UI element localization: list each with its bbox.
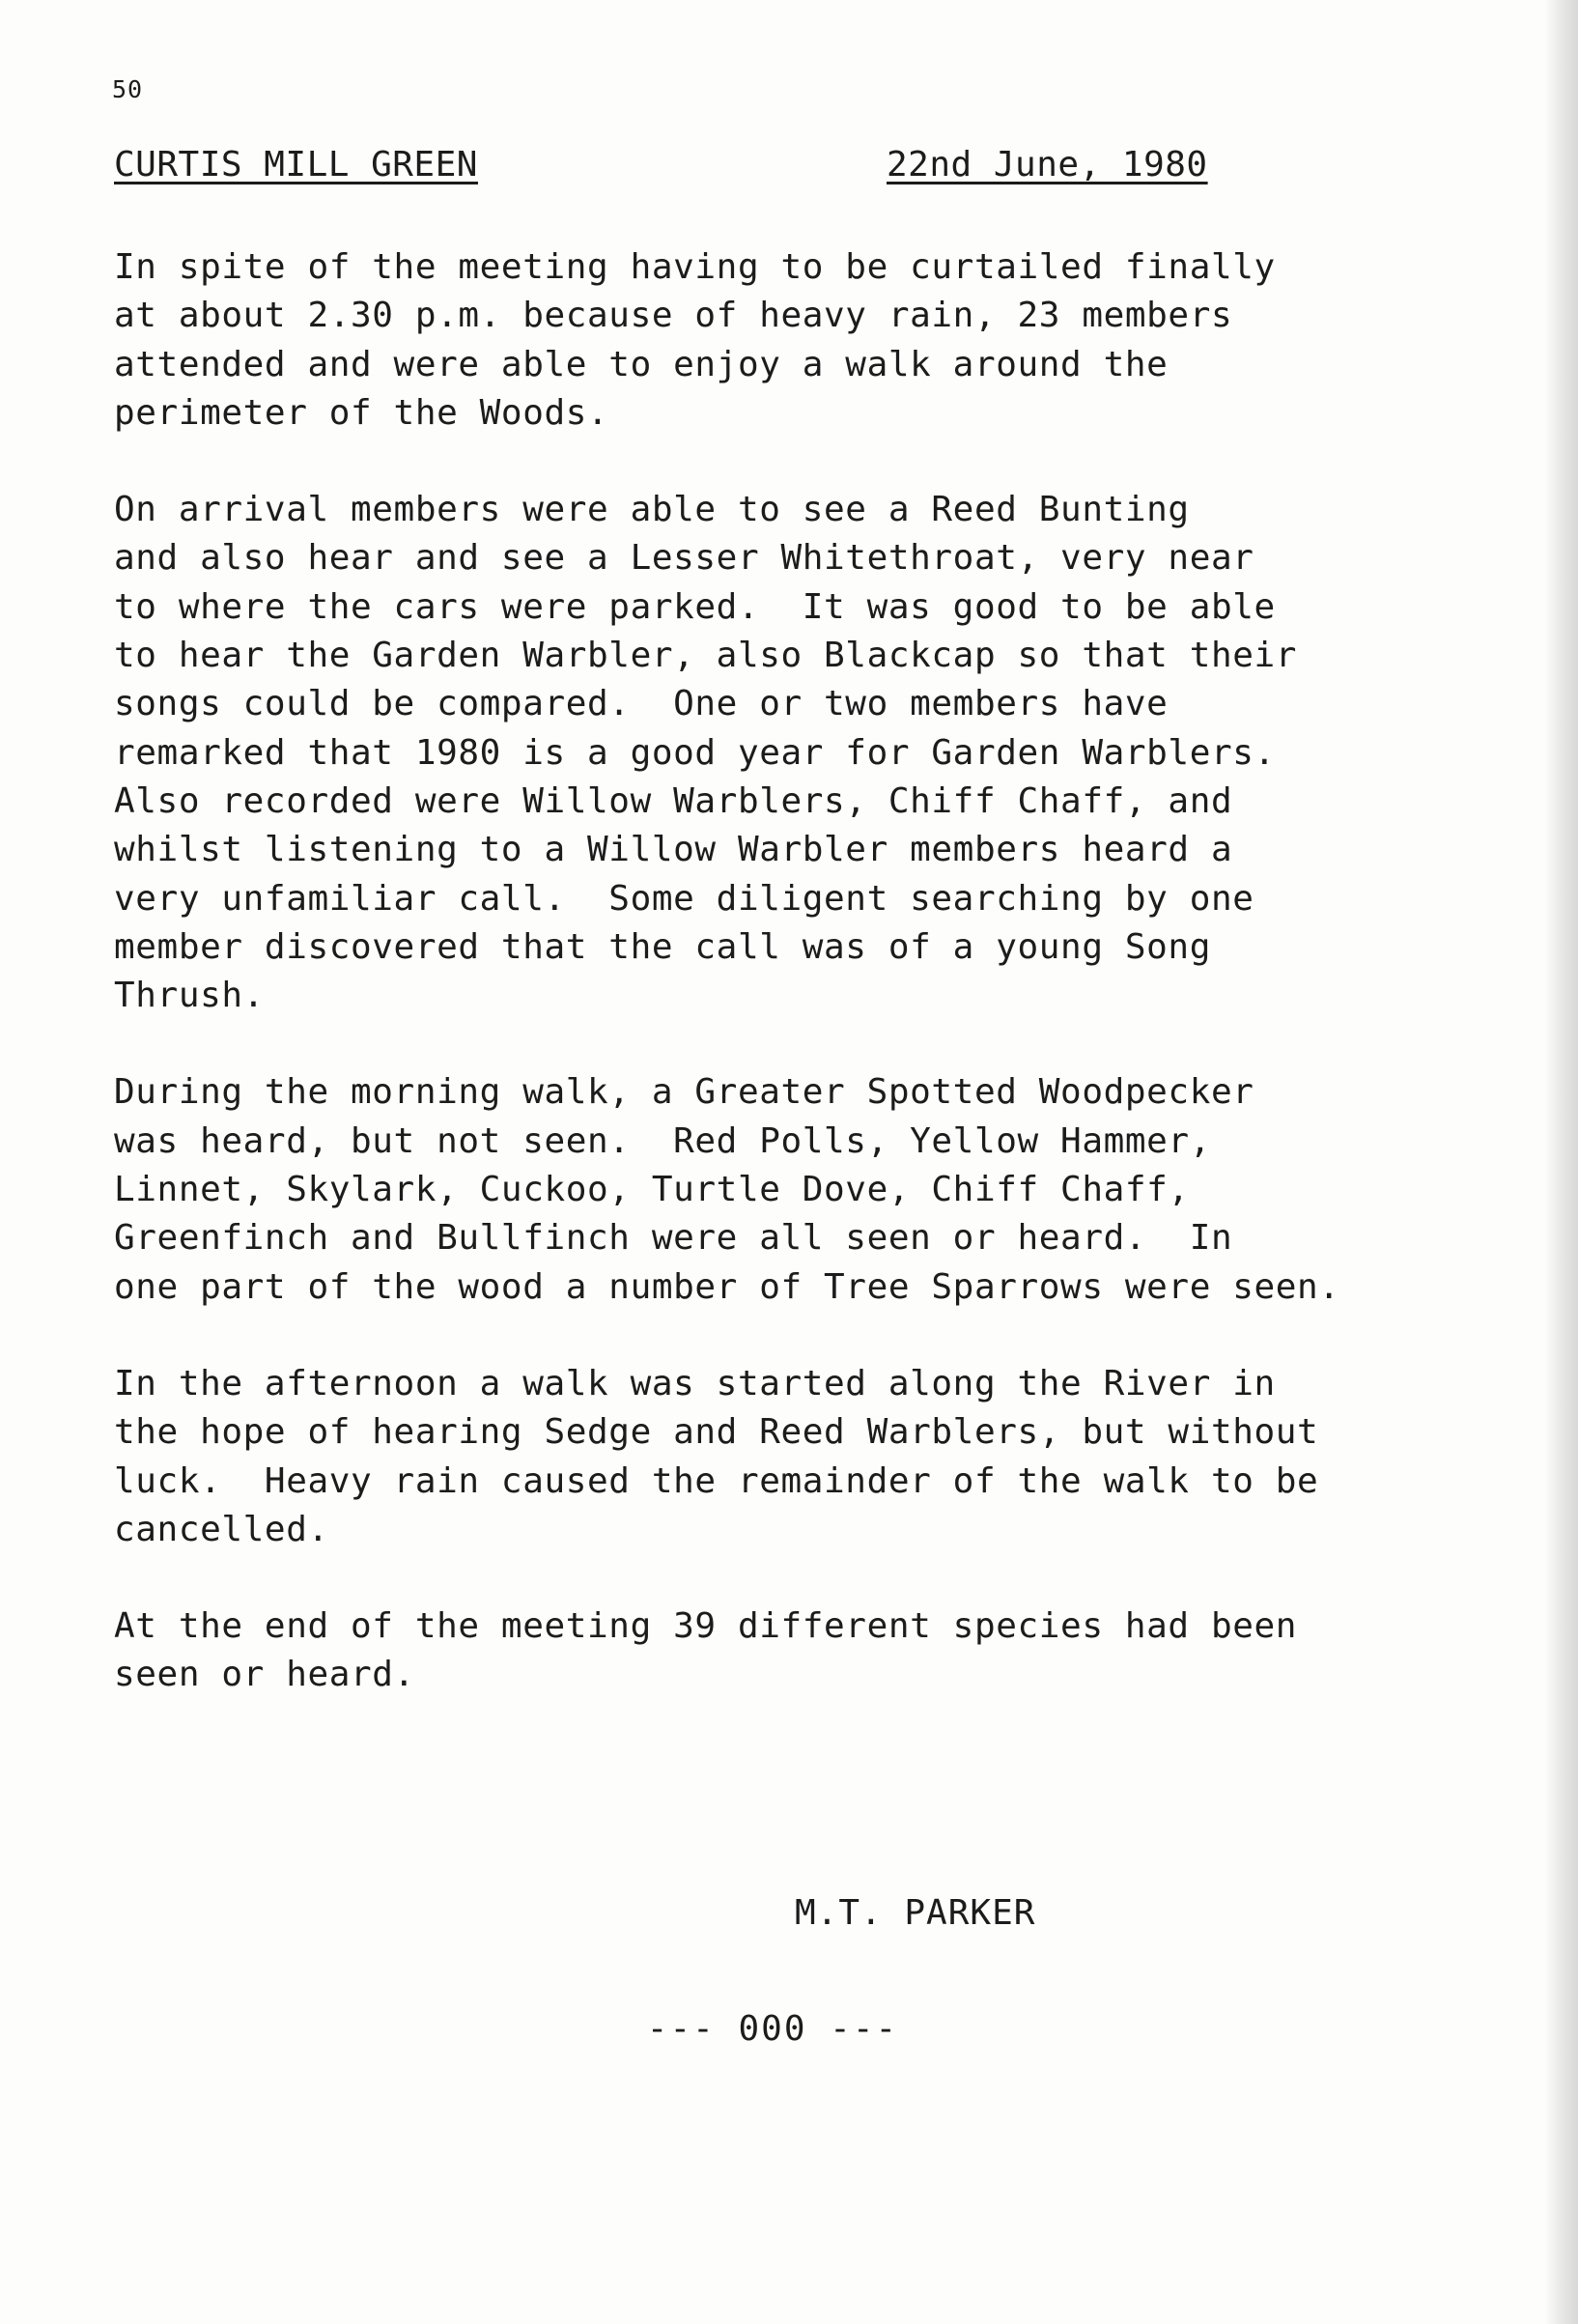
text-line: to where the cars were parked. It was good to be able: [114, 586, 1276, 627]
paragraph-summary: [114, 1602, 1485, 1700]
text-line: to hear the Garden Warbler, also Blackcap so that their: [114, 636, 1298, 676]
paragraph-arrival: [114, 486, 1485, 1020]
paragraph-afternoon-walk: [114, 1360, 1485, 1554]
text-line: remarked that 1980 is a good year for Garden Warblers.: [114, 732, 1276, 773]
author-signature: M.T. PARKER: [795, 1893, 1036, 1933]
text-line: Thrush.: [114, 976, 265, 1016]
end-of-report-mark: --- 000 ---: [646, 2009, 899, 2049]
text-line: Linnet, Skylark, Cuckoo, Turtle Dove, Chiff Chaff,: [114, 1170, 1190, 1210]
text-line: In the afternoon a walk was started along the River in: [114, 1363, 1276, 1403]
text-line: Greenfinch and Bullfinch were all seen or heard. In: [114, 1218, 1233, 1259]
paragraph-intro: [114, 243, 1485, 438]
text-line: and also hear and see a Lesser Whitethroat, very near: [114, 538, 1254, 579]
text-line: cancelled.: [114, 1509, 329, 1549]
text-line: very unfamiliar call. Some diligent searching by one: [114, 878, 1254, 919]
paragraph-morning-walk: [114, 1068, 1485, 1311]
text-line: Also recorded were Willow Warblers, Chiff Chaff, and: [114, 780, 1233, 821]
text-line: On arrival members were able to see a Reed Bunting: [114, 490, 1190, 530]
text-line: During the morning walk, a Greater Spotted Woodpecker: [114, 1072, 1254, 1113]
text-line: perimeter of the Woods.: [114, 392, 609, 433]
page-number: 50: [112, 75, 144, 103]
report-body: [114, 243, 1485, 1748]
page-binding-shadow: [1545, 0, 1578, 2324]
text-line: seen or heard.: [114, 1655, 415, 1695]
text-line: attended and were able to enjoy a walk around the: [114, 344, 1169, 384]
report-date-heading: 22nd June, 1980: [887, 145, 1208, 184]
text-line: member discovered that the call was of a young Song: [114, 926, 1211, 967]
text-line: was heard, but not seen. Red Polls, Yellow Hammer,: [114, 1120, 1211, 1161]
text-line: In spite of the meeting having to be curtailed finally: [114, 247, 1276, 287]
report-location-heading: CURTIS MILL GREEN: [114, 145, 478, 184]
text-line: At the end of the meeting 39 different species had been: [114, 1606, 1298, 1647]
text-line: luck. Heavy rain caused the remainder of the walk to be: [114, 1460, 1319, 1501]
text-line: songs could be compared. One or two members have: [114, 684, 1169, 724]
text-line: one part of the wood a number of Tree Sparrows were seen.: [114, 1266, 1340, 1307]
text-line: at about 2.30 p.m. because of heavy rain, 23 members: [114, 296, 1233, 336]
text-line: whilst listening to a Willow Warbler members heard a: [114, 830, 1233, 870]
text-line: the hope of hearing Sedge and Reed Warblers, but without: [114, 1412, 1319, 1453]
